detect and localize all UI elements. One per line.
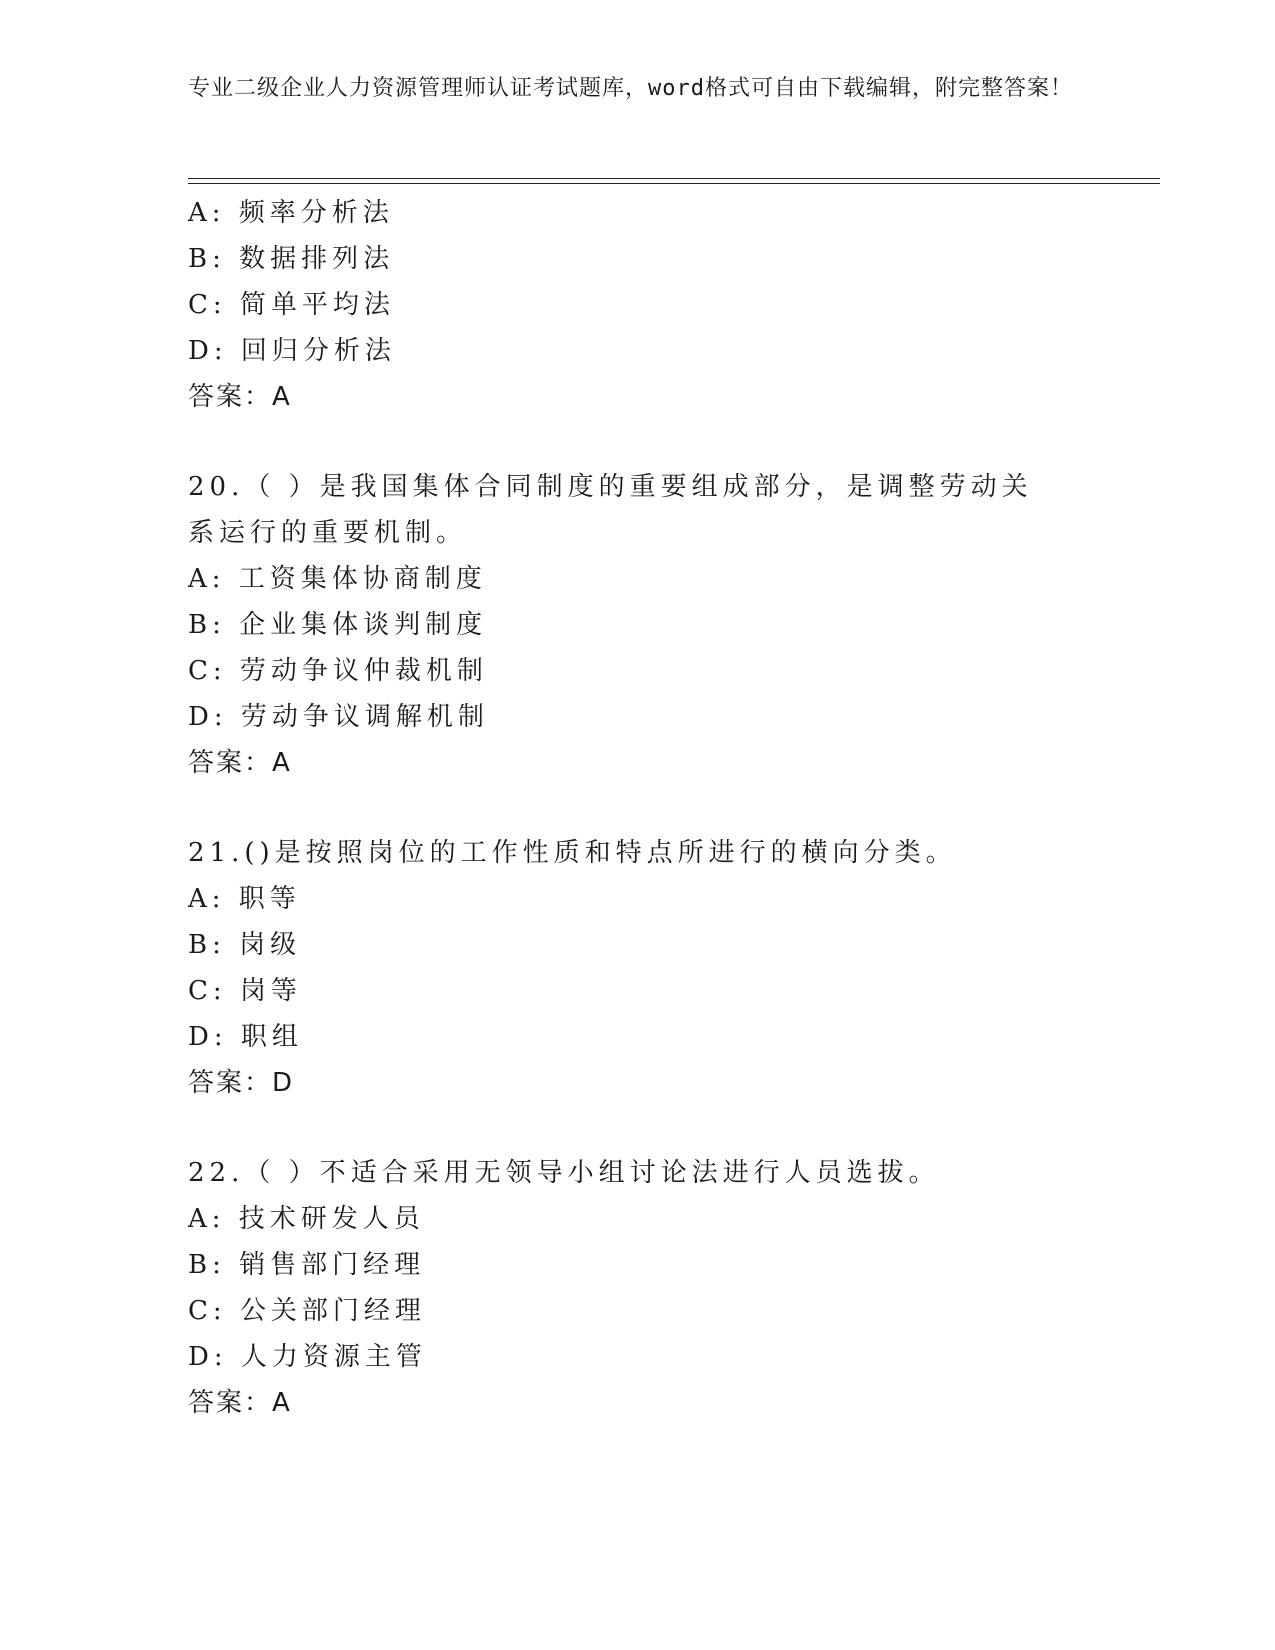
question-item bbox=[188, 830, 1148, 1106]
option-c: C: 简单平均法 bbox=[188, 290, 395, 320]
option-d: D: 劳动争议调解机制 bbox=[188, 702, 489, 732]
option-a: A: 技术研发人员 bbox=[188, 1204, 425, 1234]
question-stem: 20.（ ）是我国集体合同制度的重要组成部分，是调整劳动关系运行的重要机制。 bbox=[188, 472, 1033, 548]
header-divider-top bbox=[188, 178, 1160, 179]
option-d: D: 人力资源主管 bbox=[188, 1342, 427, 1372]
question-item bbox=[188, 190, 1148, 420]
question-item bbox=[188, 464, 1148, 786]
question-item bbox=[188, 1150, 1148, 1426]
answer-line: 答案：A bbox=[188, 382, 292, 412]
option-d: D: 职组 bbox=[188, 1022, 303, 1052]
header-divider-bottom bbox=[188, 183, 1160, 184]
question-stem: 22.（ ）不适合采用无领导小组讨论法进行人员选拔。 bbox=[188, 1158, 940, 1188]
option-c: C: 劳动争议仲裁机制 bbox=[188, 656, 488, 686]
answer-line: 答案：D bbox=[188, 1068, 295, 1098]
option-c: C: 岗等 bbox=[188, 976, 302, 1006]
option-b: B: 销售部门经理 bbox=[188, 1250, 426, 1280]
question-stem: 21.()是按照岗位的工作性质和特点所进行的横向分类。 bbox=[188, 838, 957, 868]
option-d: D: 回归分析法 bbox=[188, 336, 396, 366]
option-c: C: 公关部门经理 bbox=[188, 1296, 426, 1326]
option-b: B: 岗级 bbox=[188, 930, 302, 960]
option-a: A: 工资集体协商制度 bbox=[188, 564, 487, 594]
option-a: A: 职等 bbox=[188, 884, 301, 914]
option-b: B: 企业集体谈判制度 bbox=[188, 610, 488, 640]
option-a: A: 频率分析法 bbox=[188, 198, 394, 228]
option-b: B: 数据排列法 bbox=[188, 244, 395, 274]
question-list bbox=[188, 190, 1148, 1426]
document-header: 专业二级企业人力资源管理师认证考试题库，word格式可自由下载编辑，附完整答案！ bbox=[188, 76, 1073, 101]
answer-line: 答案：A bbox=[188, 748, 292, 778]
answer-line: 答案：A bbox=[188, 1388, 292, 1418]
